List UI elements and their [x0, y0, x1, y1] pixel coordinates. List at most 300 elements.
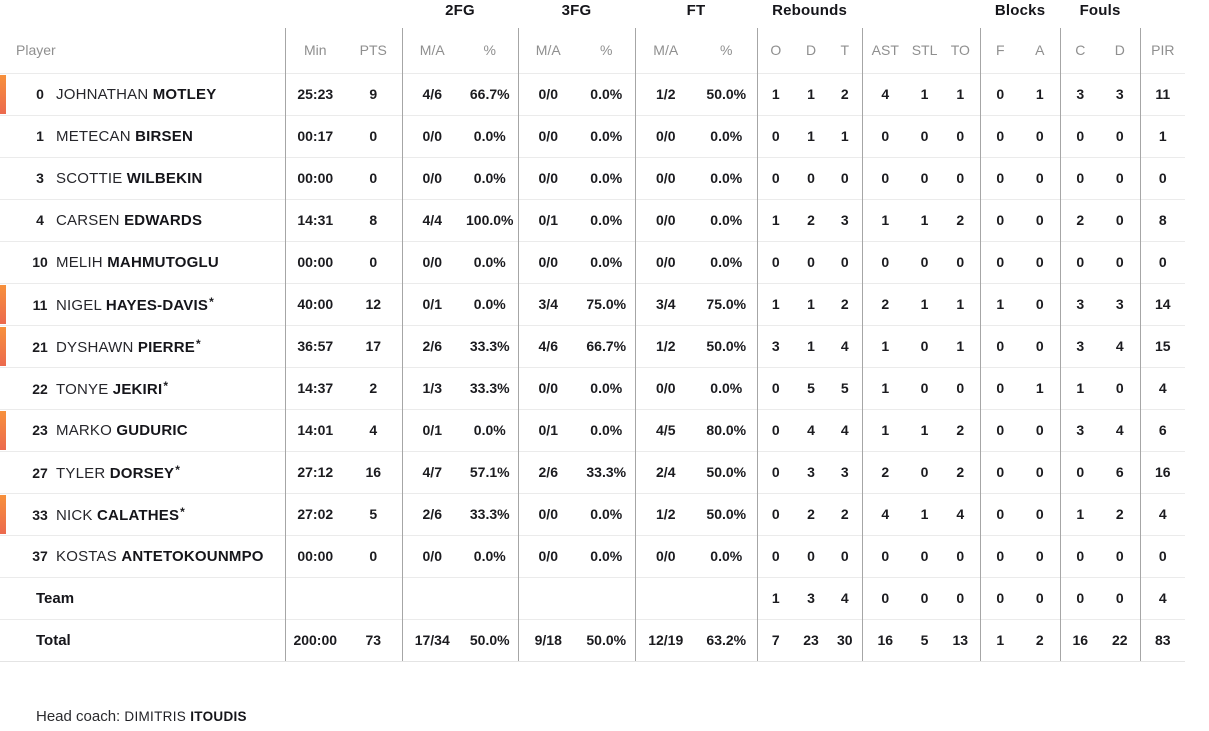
stat-cell: 0 — [1020, 409, 1060, 451]
stat-cell: 5 — [794, 367, 828, 409]
stat-cell: 00:00 — [285, 535, 345, 577]
stat-cell: 3/4 — [635, 283, 696, 325]
stat-cell: 0/0 — [518, 241, 578, 283]
stat-cell: 4/4 — [402, 199, 462, 241]
stat-cell: 4 — [862, 493, 908, 535]
stat-cell: 4/6 — [518, 325, 578, 367]
starter-mark: * — [195, 336, 201, 351]
summary-row-label: Team — [36, 589, 75, 607]
col-header-reb-o: O — [757, 28, 794, 73]
player-number: 0 — [36, 85, 44, 102]
stat-cell: 1 — [1140, 115, 1185, 157]
stat-cell: 1/2 — [635, 73, 696, 115]
stat-cell: 12/19 — [635, 619, 696, 661]
stat-cell: 23 — [794, 619, 828, 661]
stat-cell: 0 — [828, 157, 862, 199]
stat-cell: 1 — [1060, 493, 1100, 535]
stat-cell: 4 — [828, 325, 862, 367]
stat-cell: 0.0% — [696, 367, 757, 409]
stat-cell: 0 — [1060, 115, 1100, 157]
col-header-min: Min — [285, 28, 345, 73]
stat-cell: 4 — [345, 409, 402, 451]
head-coach-last-name: ITOUDIS — [190, 708, 247, 724]
group-header-fouls: Fouls — [1079, 2, 1121, 19]
on-court-indicator — [0, 495, 6, 534]
stat-cell: 1 — [757, 577, 794, 619]
col-header-2fg-ma: M/A — [402, 28, 462, 73]
stat-cell: 0/0 — [635, 535, 696, 577]
stat-cell: 27:12 — [285, 451, 345, 493]
stat-cell: 2 — [941, 451, 980, 493]
group-header-ft: FT — [686, 2, 706, 19]
stat-cell — [635, 577, 696, 619]
stat-cell: 0 — [941, 241, 980, 283]
player-number: 11 — [32, 296, 48, 313]
stat-cell: 0.0% — [696, 157, 757, 199]
stat-cell: 5 — [345, 493, 402, 535]
stat-cell: 1 — [908, 73, 941, 115]
stat-cell: 0/0 — [402, 115, 462, 157]
stat-cell: 0 — [980, 157, 1020, 199]
stat-cell: 0 — [862, 577, 908, 619]
stat-cell: 2 — [1020, 619, 1060, 661]
head-coach-label: Head coach: — [36, 707, 121, 725]
stat-cell: 1 — [1060, 367, 1100, 409]
stat-cell: 3 — [1060, 409, 1100, 451]
stat-cell: 4 — [1100, 409, 1140, 451]
stat-cell: 0 — [980, 241, 1020, 283]
stat-cell: 0 — [980, 115, 1020, 157]
stat-cell: 4 — [828, 409, 862, 451]
stat-cell: 00:00 — [285, 157, 345, 199]
stat-cell — [402, 577, 462, 619]
stat-cell: 2 — [862, 451, 908, 493]
stat-cell: 0.0% — [696, 241, 757, 283]
stat-cell: 2 — [1060, 199, 1100, 241]
stat-cell: 0.0% — [578, 157, 635, 199]
stat-cell: 17 — [345, 325, 402, 367]
stat-cell: 0 — [980, 451, 1020, 493]
stat-cell: 0.0% — [578, 115, 635, 157]
col-header-blocks-a: A — [1035, 42, 1045, 59]
stat-cell: 0 — [1020, 493, 1060, 535]
stat-cell: 00:00 — [285, 241, 345, 283]
col-header-2fg-pct: % — [483, 42, 496, 59]
stat-cell: 1 — [828, 115, 862, 157]
stat-cell: 0/0 — [402, 157, 462, 199]
stat-cell: 8 — [1140, 199, 1185, 241]
stat-cell: 3 — [794, 577, 828, 619]
stat-cell: 5 — [908, 619, 941, 661]
stat-cell: 14 — [1140, 283, 1185, 325]
stat-cell: 1 — [1020, 367, 1060, 409]
stat-cell: 16 — [1060, 619, 1100, 661]
stat-cell: 1 — [908, 199, 941, 241]
stat-cell: 0 — [862, 115, 908, 157]
stat-cell: 1 — [794, 283, 828, 325]
player-name: CARSEN EDWARDS — [56, 211, 203, 229]
starter-mark: * — [209, 294, 214, 309]
stat-cell: 0 — [757, 493, 794, 535]
player-row — [0, 283, 1185, 325]
stat-cell: 50.0% — [696, 73, 757, 115]
player-name: SCOTTIE WILBEKIN — [56, 169, 203, 187]
stat-cell: 6 — [1100, 451, 1140, 493]
stat-cell: 1 — [980, 619, 1020, 661]
stat-cell: 0 — [345, 115, 402, 157]
stat-cell: 0 — [1020, 115, 1060, 157]
player-name: NIGEL HAYES-DAVIS* — [56, 294, 214, 314]
stat-cell: 2 — [794, 199, 828, 241]
player-number: 27 — [32, 464, 48, 481]
stat-cell: 3 — [757, 325, 794, 367]
stat-cell: 0 — [757, 115, 794, 157]
stat-cell: 0 — [908, 325, 941, 367]
player-name: MELIH MAHMUTOGLU — [56, 253, 219, 271]
col-header-reb-d: D — [805, 42, 817, 59]
stat-cell: 2/6 — [402, 493, 462, 535]
stat-cell: 0.0% — [462, 241, 518, 283]
stat-cell: 3 — [1060, 73, 1100, 115]
stat-cell: 0 — [862, 535, 908, 577]
stat-cell: 0 — [1020, 325, 1060, 367]
stat-cell: 33.3% — [462, 325, 518, 367]
stat-cell: 14:31 — [285, 199, 345, 241]
stat-cell: 0/1 — [402, 283, 462, 325]
summary-row — [0, 619, 1185, 661]
stat-cell: 4 — [1140, 577, 1185, 619]
stat-cell: 3 — [794, 451, 828, 493]
stat-cell: 2 — [828, 493, 862, 535]
summary-row-label: Total — [36, 631, 71, 649]
stat-cell: 0 — [1060, 451, 1100, 493]
stat-cell: 2/6 — [402, 325, 462, 367]
player-number: 22 — [32, 380, 48, 397]
starter-mark: * — [163, 378, 169, 393]
stat-cell: 200:00 — [285, 619, 345, 661]
col-header-3fg-ma: M/A — [518, 28, 578, 73]
stat-cell: 0 — [1020, 283, 1060, 325]
group-header-spacer — [862, 2, 980, 28]
stat-cell: 1 — [908, 409, 941, 451]
stat-cell: 0 — [757, 157, 794, 199]
stat-cell: 1 — [757, 73, 794, 115]
stat-cell: 27:02 — [285, 493, 345, 535]
starter-mark: * — [175, 462, 181, 477]
col-header-pts: PTS — [359, 42, 387, 59]
player-row — [0, 241, 1185, 283]
box-score-body — [0, 73, 1185, 661]
stat-cell: 0 — [345, 535, 402, 577]
stat-cell: 33.3% — [462, 493, 518, 535]
stat-cell: 8 — [345, 199, 402, 241]
stat-cell: 40:00 — [285, 283, 345, 325]
stat-cell: 16 — [1140, 451, 1185, 493]
player-cell — [0, 157, 285, 199]
player-name: DYSHAWN PIERRE* — [56, 336, 201, 356]
stat-cell: 1 — [908, 493, 941, 535]
stat-cell: 0.0% — [462, 535, 518, 577]
col-header-fouls-c: C — [1060, 28, 1100, 73]
stat-cell: 15 — [1140, 325, 1185, 367]
stat-cell: 0.0% — [578, 73, 635, 115]
player-number: 33 — [32, 506, 48, 523]
stat-cell: 1 — [941, 283, 980, 325]
stat-cell: 0 — [1020, 535, 1060, 577]
player-row — [0, 493, 1185, 535]
stat-cell: 1 — [908, 283, 941, 325]
stat-cell: 0/0 — [518, 367, 578, 409]
stat-cell: 66.7% — [462, 73, 518, 115]
player-cell — [0, 241, 285, 283]
stat-cell: 100.0% — [462, 199, 518, 241]
stat-cell: 0 — [1020, 199, 1060, 241]
group-header-spacer — [0, 2, 402, 28]
col-header-ft-pct: % — [720, 42, 733, 59]
stat-cell: 2 — [828, 73, 862, 115]
player-cell — [0, 409, 285, 451]
group-header-3fg: 3FG — [561, 2, 592, 19]
stat-cell: 0/0 — [635, 367, 696, 409]
stat-cell: 0 — [908, 367, 941, 409]
stat-cell: 30 — [828, 619, 862, 661]
stat-cell: 66.7% — [578, 325, 635, 367]
player-number: 3 — [36, 169, 44, 186]
stat-cell: 0 — [1100, 241, 1140, 283]
player-cell — [0, 577, 285, 619]
stat-cell: 0 — [908, 157, 941, 199]
stat-cell: 3 — [828, 199, 862, 241]
stat-cell: 33.3% — [462, 367, 518, 409]
stat-cell: 50.0% — [578, 619, 635, 661]
stat-cell: 0 — [794, 241, 828, 283]
player-row — [0, 325, 1185, 367]
stat-cell: 0 — [1100, 367, 1140, 409]
stat-cell: 0 — [862, 241, 908, 283]
column-header-row — [0, 28, 1185, 73]
stat-cell: 0 — [757, 241, 794, 283]
col-header-reb-t: T — [840, 42, 850, 59]
col-header-blocks-f: F — [980, 28, 1020, 73]
stat-cell: 4 — [1140, 367, 1185, 409]
stat-cell: 2/4 — [635, 451, 696, 493]
player-cell — [0, 199, 285, 241]
stat-cell: 0 — [980, 199, 1020, 241]
on-court-indicator — [0, 75, 6, 114]
stat-cell: 0.0% — [696, 199, 757, 241]
stat-cell: 0 — [908, 577, 941, 619]
col-header-ft-ma: M/A — [635, 28, 696, 73]
stat-cell: 0/0 — [402, 241, 462, 283]
player-cell — [0, 115, 285, 157]
stat-cell: 25:23 — [285, 73, 345, 115]
stat-cell: 63.2% — [696, 619, 757, 661]
stat-cell: 1 — [794, 325, 828, 367]
stat-cell: 0/0 — [402, 535, 462, 577]
stat-cell: 0 — [908, 241, 941, 283]
stat-cell: 0 — [345, 157, 402, 199]
stat-cell: 0/1 — [518, 199, 578, 241]
stat-cell: 0 — [1100, 157, 1140, 199]
stat-cell: 0 — [1060, 535, 1100, 577]
stat-cell: 7 — [757, 619, 794, 661]
stat-cell: 0 — [941, 115, 980, 157]
stat-cell: 00:17 — [285, 115, 345, 157]
stat-cell: 0 — [1020, 451, 1060, 493]
group-header-blocks: Blocks — [994, 2, 1046, 19]
stat-cell: 0 — [980, 577, 1020, 619]
stat-cell: 22 — [1100, 619, 1140, 661]
stat-cell: 3 — [1100, 283, 1140, 325]
stat-cell: 0 — [345, 241, 402, 283]
player-number: 21 — [32, 338, 48, 355]
stat-cell: 0.0% — [578, 199, 635, 241]
stat-cell: 0 — [1020, 157, 1060, 199]
col-header-ast: AST — [862, 28, 908, 73]
col-header-fouls-d: D — [1114, 42, 1125, 59]
stat-cell — [578, 577, 635, 619]
player-name: TYLER DORSEY* — [56, 462, 181, 482]
stat-cell: 0/0 — [635, 199, 696, 241]
player-cell — [0, 73, 285, 115]
stat-cell: 0 — [828, 535, 862, 577]
stat-cell: 0 — [1140, 241, 1185, 283]
stat-cell: 2 — [1100, 493, 1140, 535]
stat-cell: 4 — [862, 73, 908, 115]
stat-cell — [285, 577, 345, 619]
stat-cell: 13 — [941, 619, 980, 661]
group-header-spacer — [1140, 2, 1185, 28]
player-row — [0, 199, 1185, 241]
stat-cell: 4 — [828, 577, 862, 619]
stat-cell: 14:37 — [285, 367, 345, 409]
stat-cell — [696, 577, 757, 619]
stat-cell: 0/1 — [402, 409, 462, 451]
group-header-row — [0, 2, 1185, 28]
player-name: JOHNATHAN MOTLEY — [56, 85, 217, 103]
stat-cell: 0 — [941, 367, 980, 409]
stat-cell: 0/1 — [518, 409, 578, 451]
stat-cell: 0.0% — [696, 115, 757, 157]
starter-mark: * — [180, 504, 186, 519]
stat-cell: 0.0% — [696, 535, 757, 577]
stat-cell: 0/0 — [635, 115, 696, 157]
head-coach-line — [36, 708, 1209, 725]
stat-cell: 1 — [980, 283, 1020, 325]
stat-cell: 73 — [345, 619, 402, 661]
stat-cell: 0 — [862, 157, 908, 199]
stat-cell: 83 — [1140, 619, 1185, 661]
stat-cell: 1 — [862, 367, 908, 409]
stat-cell: 0 — [1100, 199, 1140, 241]
player-number: 23 — [32, 421, 48, 438]
stat-cell: 1 — [757, 283, 794, 325]
player-row — [0, 451, 1185, 493]
stat-cell: 0 — [757, 535, 794, 577]
stat-cell: 0/0 — [635, 241, 696, 283]
stat-cell: 2 — [941, 409, 980, 451]
stat-cell: 1 — [757, 199, 794, 241]
stat-cell: 50.0% — [696, 325, 757, 367]
stat-cell: 0 — [1100, 115, 1140, 157]
stat-cell: 0 — [794, 157, 828, 199]
col-header-3fg-pct: % — [600, 42, 613, 59]
player-cell — [0, 619, 285, 661]
stat-cell: 1 — [794, 115, 828, 157]
player-number: 1 — [36, 127, 44, 144]
player-row — [0, 157, 1185, 199]
stat-cell: 0 — [1060, 577, 1100, 619]
player-cell — [0, 451, 285, 493]
stat-cell: 1 — [941, 73, 980, 115]
stat-cell: 0 — [980, 325, 1020, 367]
stat-cell: 0/0 — [518, 493, 578, 535]
stat-cell — [345, 577, 402, 619]
stat-cell: 4 — [941, 493, 980, 535]
stat-cell: 1 — [941, 325, 980, 367]
player-cell — [0, 325, 285, 367]
player-number: 37 — [32, 547, 48, 564]
stat-cell: 50.0% — [696, 451, 757, 493]
stat-cell: 9/18 — [518, 619, 578, 661]
stat-cell: 6 — [1140, 409, 1185, 451]
stat-cell: 17/34 — [402, 619, 462, 661]
stat-cell: 0.0% — [462, 409, 518, 451]
stat-cell: 80.0% — [696, 409, 757, 451]
stat-cell: 0 — [1100, 577, 1140, 619]
player-number: 10 — [32, 253, 48, 270]
stat-cell: 0.0% — [578, 535, 635, 577]
stat-cell: 0.0% — [462, 115, 518, 157]
box-score-table — [0, 2, 1185, 662]
stat-cell: 0 — [980, 73, 1020, 115]
stat-cell: 1/2 — [635, 493, 696, 535]
stat-cell: 50.0% — [462, 619, 518, 661]
stat-cell: 0 — [941, 157, 980, 199]
stat-cell: 1 — [862, 325, 908, 367]
player-name: NICK CALATHES* — [56, 504, 186, 524]
stat-cell: 12 — [345, 283, 402, 325]
stat-cell: 1/3 — [402, 367, 462, 409]
stat-cell: 0 — [1020, 577, 1060, 619]
stat-cell: 57.1% — [462, 451, 518, 493]
stat-cell: 16 — [862, 619, 908, 661]
player-row — [0, 73, 1185, 115]
stat-cell: 1 — [862, 199, 908, 241]
stat-cell: 2 — [828, 283, 862, 325]
stat-cell: 0 — [941, 535, 980, 577]
stat-cell — [518, 577, 578, 619]
stat-cell: 16 — [345, 451, 402, 493]
stat-cell: 5 — [828, 367, 862, 409]
stat-cell: 0 — [980, 493, 1020, 535]
player-name: MARKO GUDURIC — [56, 421, 188, 439]
group-header-rebounds: Rebounds — [772, 2, 847, 19]
stat-cell: 50.0% — [696, 493, 757, 535]
stat-cell: 4 — [1100, 325, 1140, 367]
stat-cell: 1 — [794, 73, 828, 115]
stat-cell: 36:57 — [285, 325, 345, 367]
stat-cell: 0.0% — [462, 157, 518, 199]
stat-cell: 0.0% — [578, 409, 635, 451]
stat-cell: 2 — [794, 493, 828, 535]
stat-cell: 0.0% — [578, 367, 635, 409]
stat-cell: 9 — [345, 73, 402, 115]
stat-cell: 0 — [1100, 535, 1140, 577]
stat-cell: 3 — [1060, 325, 1100, 367]
stat-cell: 33.3% — [578, 451, 635, 493]
player-row — [0, 367, 1185, 409]
